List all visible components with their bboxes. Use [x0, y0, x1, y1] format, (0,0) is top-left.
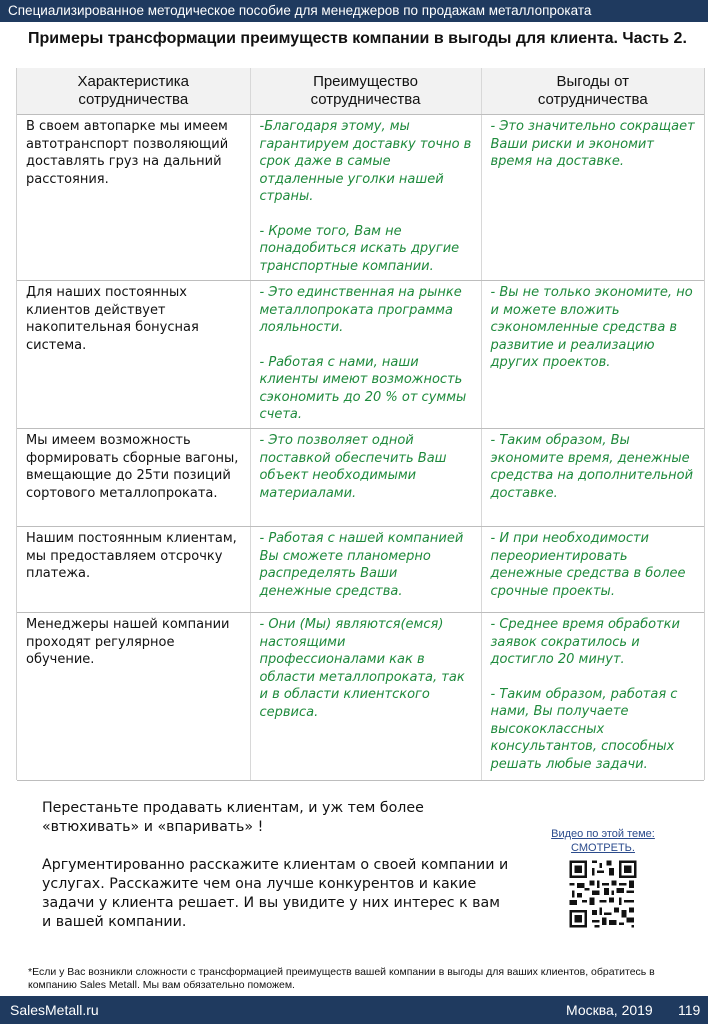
cta-paragraph: Аргументированно расскажите клиентам о своей компании и услугах. Расскажите чем она лучше конкурентов и какие задачи у клиента решает. И вы увидите у них интерес к вам и вашей компании.: [42, 857, 509, 930]
video-link[interactable]: [530, 827, 676, 855]
benefit-cell: [481, 115, 704, 281]
advantage-cell: [250, 613, 481, 781]
advantage-paragraph: - Это позволяет одной поставкой обеспечить Ваш объект необходимыми материалами.: [259, 433, 447, 501]
characteristic-cell: В своем автопарке мы имеем автотранспорт позволяющий доставлять груз на дальний расстояния.: [17, 115, 250, 281]
qr-code-icon[interactable]: [567, 858, 639, 930]
table-row: [17, 527, 704, 613]
advantage-paragraph: - Это единственная на рынке металлопроката программа лояльности.: [259, 285, 462, 335]
benefits-table: [17, 68, 704, 781]
table-row: [17, 429, 704, 527]
benefit-paragraph: - Среднее время обработки заявок сократилось и достигло 20 минут.: [490, 617, 680, 667]
benefit-paragraph: - Это значительно сокращает Ваши риски и экономит время на доставке.: [490, 119, 695, 169]
benefit-cell: [481, 429, 704, 527]
advantage-paragraph: - Они (Мы) являются(емся) настоящими профессионалами как в области металлопроката, так и в области клиентского сервиса.: [259, 617, 465, 720]
video-watch-link[interactable]: СМОТРЕТЬ.: [571, 842, 635, 854]
table-row: [17, 281, 704, 429]
advantage-cell: [250, 115, 481, 281]
characteristic-cell: Менеджеры нашей компании проходят регулярное обучение.: [17, 613, 250, 781]
benefit-paragraph: - Таким образом, Вы экономите время, денежные средства на дополнительной доставке.: [490, 433, 694, 501]
call-to-action: [42, 799, 512, 932]
column-header-line: сотрудничества: [537, 91, 648, 108]
advantage-cell: [250, 527, 481, 613]
column-header-line: Характеристика: [77, 73, 189, 90]
place-year: Москва, 2019: [566, 1002, 653, 1018]
table-row: [17, 115, 704, 281]
column-header-characteristic: [17, 68, 250, 115]
benefit-cell: [481, 281, 704, 429]
advantage-paragraph: -Благодаря этому, мы гарантируем доставку точно в срок даже в самые отдаленные уголки нашей страны.: [259, 119, 472, 204]
top-banner: Специализированное методическое пособие для менеджеров по продажам металлопроката: [0, 0, 708, 22]
benefit-paragraph: - Вы не только экономите, но и можете вложить сэкономленные средства в развитие и реализацию других проектов.: [490, 285, 693, 370]
advantage-cell: [250, 429, 481, 527]
advantage-paragraph: - Работая с нашей компанией Вы сможете планомерно распределять Ваши денежные средства.: [259, 531, 464, 599]
page-title: Примеры трансформации преимуществ компании в выгоды для клиента. Часть 2.: [28, 30, 687, 47]
video-caption[interactable]: Видео по этой теме:: [551, 828, 655, 840]
column-header-line: сотрудничества: [310, 91, 421, 108]
column-header-line: Преимущество: [313, 73, 418, 90]
characteristic-cell: Мы имеем возможность формировать сборные вагоны, вмещающие до 25ти позиций сортового металлопроката.: [17, 429, 250, 527]
table-right-rule: [704, 68, 705, 780]
page-number: 119: [678, 1002, 701, 1018]
cta-paragraph: Перестаньте продавать клиентам, и уж тем более «втюхивать» и «впаривать» !: [42, 800, 424, 835]
benefit-paragraph: - Таким образом, работая с нами, Вы получаете высококлассных консультантов, способных решать любые задачи.: [490, 686, 678, 772]
column-header-benefit: [481, 68, 704, 115]
table-row: [17, 613, 704, 781]
column-header-advantage: [250, 68, 481, 115]
benefit-paragraph: - И при необходимости переориентировать денежные средства в более срочные проекты.: [490, 531, 686, 599]
column-header-line: Выгоды от: [556, 73, 630, 90]
advantage-cell: [250, 281, 481, 429]
column-header-line: сотрудничества: [78, 91, 189, 108]
benefit-cell: [481, 613, 704, 781]
characteristic-cell: Для наших постоянных клиентов действует накопительная бонусная система.: [17, 281, 250, 429]
advantage-paragraph: - Работая с нами, наши клиенты имеют возможность сэкономить до 20 % от суммы счета.: [259, 354, 467, 422]
table-header-row: [17, 68, 704, 115]
footnote: *Если у Вас возникли сложности с трансформацией преимуществ вашей компании в выгоды для ваших клиентов, обратитесь в компанию Sales Metall. Мы вам обязательно поможем.: [28, 966, 655, 991]
site-link[interactable]: SalesMetall.ru: [10, 1002, 99, 1018]
characteristic-cell: Нашим постоянным клиентам, мы предоставляем отсрочку платежа.: [17, 527, 250, 613]
advantage-paragraph: - Кроме того, Вам не понадобиться искать другие транспортные компании.: [259, 223, 460, 274]
bottom-banner: [0, 996, 708, 1024]
benefit-cell: [481, 527, 704, 613]
